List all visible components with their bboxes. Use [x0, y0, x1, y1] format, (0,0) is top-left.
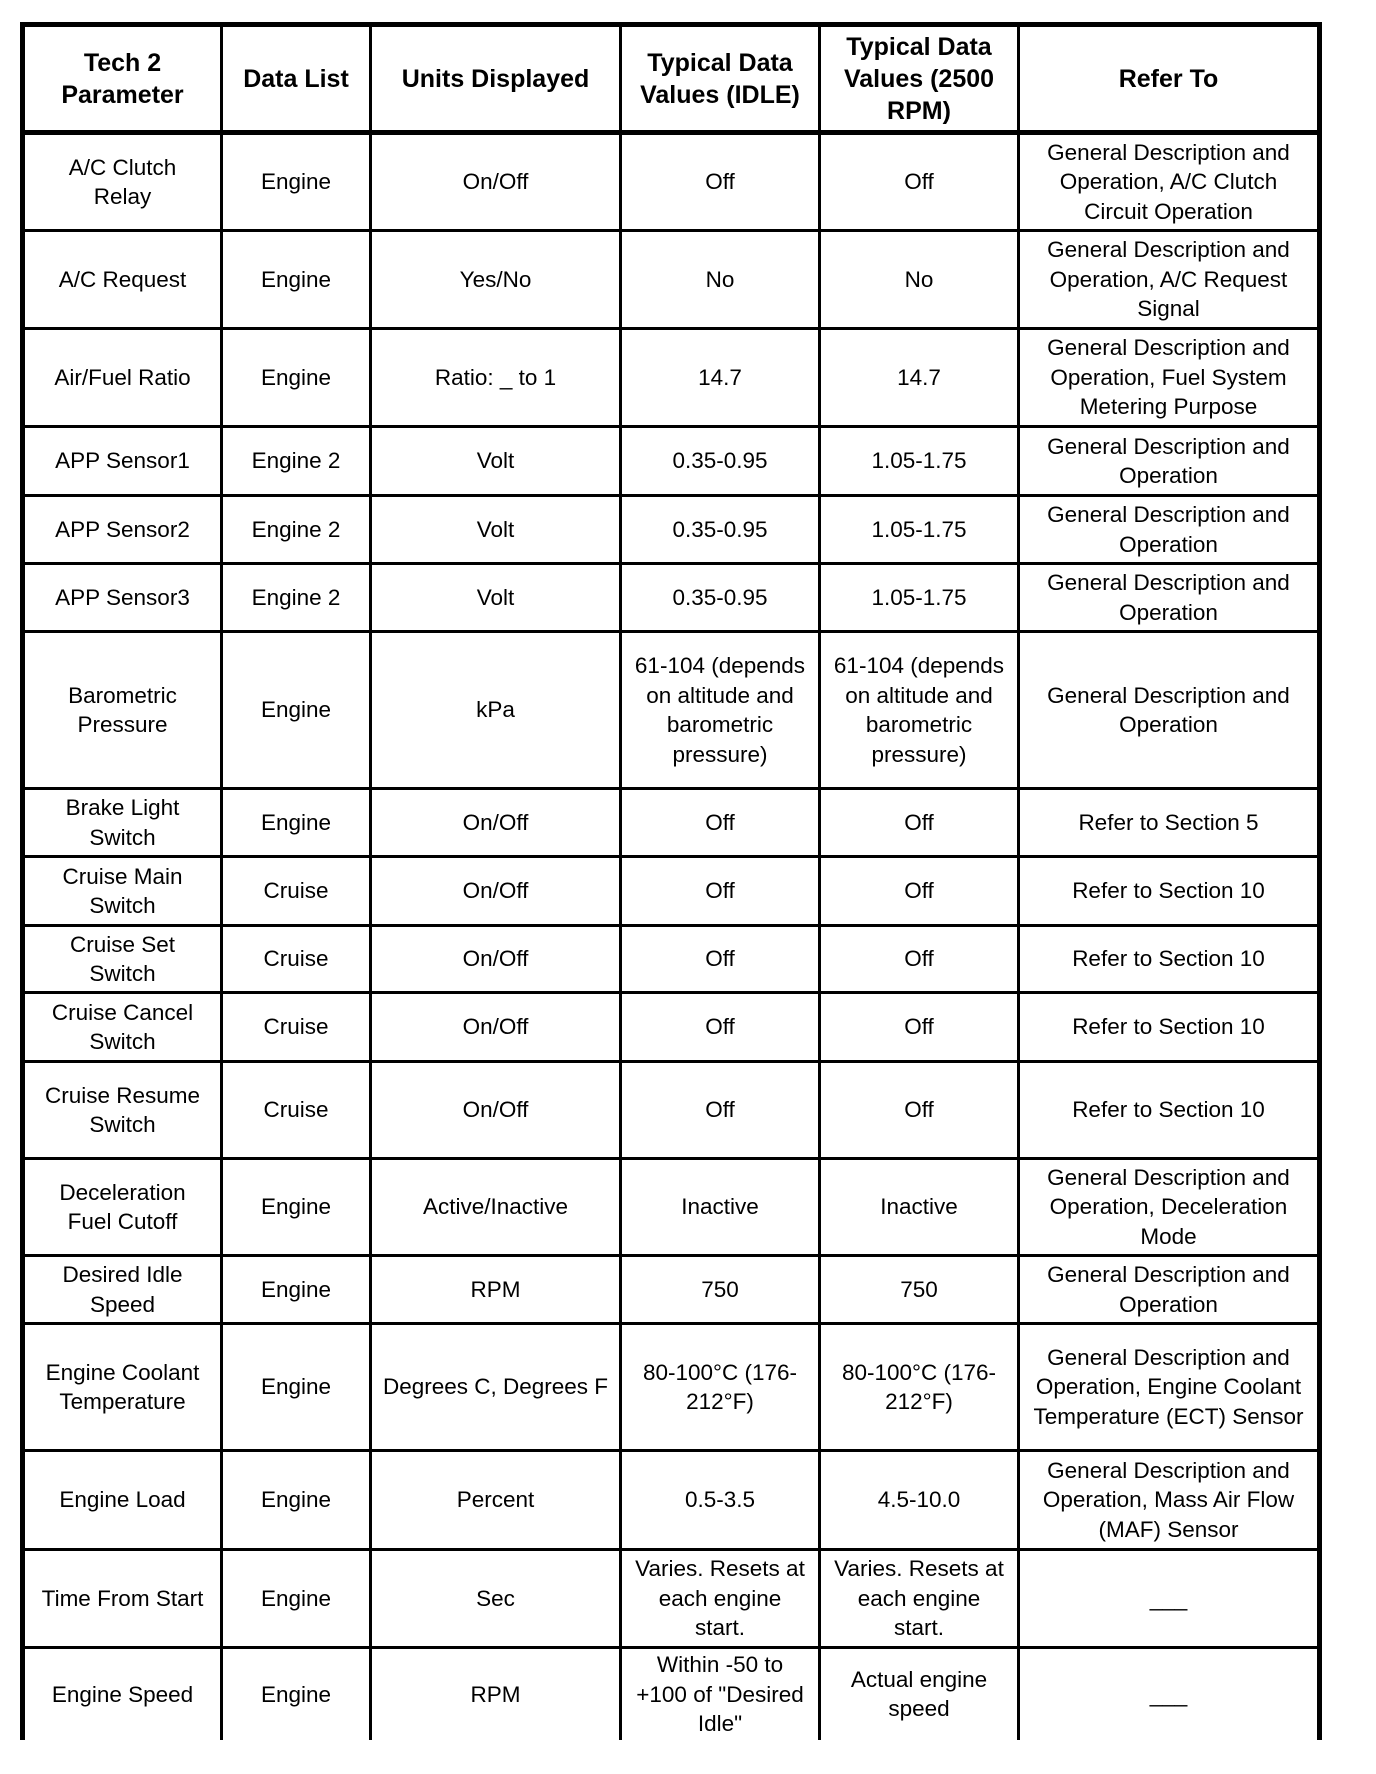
cell-typical-idle: Off — [621, 1062, 820, 1159]
cell-refer-to: General Description and Operation, Deceleration Mode — [1019, 1159, 1320, 1256]
cell-data-list: Engine — [222, 329, 371, 427]
cell-data-list: Engine — [222, 1648, 371, 1740]
cell-data-list: Engine — [222, 1256, 371, 1324]
cell-tech2-parameter: Cruise Set Switch — [23, 926, 222, 993]
cell-refer-to: Refer to Section 10 — [1019, 1062, 1320, 1159]
table-row — [23, 329, 1320, 427]
cell-data-list: Engine — [222, 133, 371, 231]
cell-typical-2500rpm: Off — [820, 993, 1019, 1062]
cell-tech2-parameter: Cruise Cancel Switch — [23, 993, 222, 1062]
cell-typical-idle: Varies. Resets at each engine start. — [621, 1550, 820, 1648]
cell-typical-2500rpm: Inactive — [820, 1159, 1019, 1256]
cell-refer-to: Refer to Section 5 — [1019, 789, 1320, 857]
table-row — [23, 496, 1320, 564]
cell-tech2-parameter: Cruise Main Switch — [23, 857, 222, 926]
cell-refer-to: General Description and Operation, A/C Clutch Circuit Operation — [1019, 133, 1320, 231]
cell-typical-idle: Off — [621, 993, 820, 1062]
cell-units-displayed: RPM — [371, 1648, 621, 1740]
cell-typical-2500rpm: 1.05-1.75 — [820, 496, 1019, 564]
cell-typical-2500rpm: No — [820, 231, 1019, 329]
cell-tech2-parameter: APP Sensor1 — [23, 427, 222, 496]
cell-units-displayed: On/Off — [371, 789, 621, 857]
cell-data-list: Engine 2 — [222, 427, 371, 496]
cell-units-displayed: On/Off — [371, 857, 621, 926]
table-row — [23, 1648, 1320, 1740]
cell-tech2-parameter: Air/Fuel Ratio — [23, 329, 222, 427]
cell-typical-idle: 0.35-0.95 — [621, 496, 820, 564]
cell-typical-idle: 61-104 (depends on altitude and barometric pressure) — [621, 632, 820, 789]
cell-data-list: Engine 2 — [222, 496, 371, 564]
cell-tech2-parameter: Engine Coolant Temperature — [23, 1324, 222, 1451]
cell-refer-to: General Description and Operation, A/C Request Signal — [1019, 231, 1320, 329]
cell-typical-idle: Off — [621, 926, 820, 993]
cell-units-displayed: RPM — [371, 1256, 621, 1324]
cell-units-displayed: Volt — [371, 427, 621, 496]
table-row — [23, 1324, 1320, 1451]
cell-typical-2500rpm: 61-104 (depends on altitude and barometric pressure) — [820, 632, 1019, 789]
table-row — [23, 133, 1320, 231]
cell-refer-to: General Description and Operation — [1019, 496, 1320, 564]
cell-typical-idle: 14.7 — [621, 329, 820, 427]
cell-units-displayed: Degrees C, Degrees F — [371, 1324, 621, 1451]
cell-tech2-parameter: Cruise Resume Switch — [23, 1062, 222, 1159]
cell-tech2-parameter: APP Sensor3 — [23, 564, 222, 632]
cell-tech2-parameter: Deceleration Fuel Cutoff — [23, 1159, 222, 1256]
header-units-displayed: Units Displayed — [371, 25, 621, 133]
cell-data-list: Engine — [222, 632, 371, 789]
header-tech2-parameter: Tech 2 Parameter — [23, 25, 222, 133]
table-row — [23, 1159, 1320, 1256]
cell-refer-to: General Description and Operation, Mass Air Flow (MAF) Sensor — [1019, 1451, 1320, 1550]
cell-data-list: Engine — [222, 231, 371, 329]
cell-typical-2500rpm: Varies. Resets at each engine start. — [820, 1550, 1019, 1648]
cell-typical-2500rpm: Actual engine speed — [820, 1648, 1019, 1740]
cell-data-list: Engine — [222, 1324, 371, 1451]
cell-units-displayed: On/Off — [371, 926, 621, 993]
cell-typical-2500rpm: Off — [820, 926, 1019, 993]
cell-tech2-parameter: A/C Request — [23, 231, 222, 329]
cell-units-displayed: kPa — [371, 632, 621, 789]
cell-tech2-parameter: A/C Clutch Relay — [23, 133, 222, 231]
cell-typical-idle: 80-100°C (176-212°F) — [621, 1324, 820, 1451]
cell-data-list: Cruise — [222, 926, 371, 993]
cell-typical-idle: Off — [621, 857, 820, 926]
cell-typical-2500rpm: 4.5-10.0 — [820, 1451, 1019, 1550]
cell-typical-2500rpm: 14.7 — [820, 329, 1019, 427]
cell-data-list: Cruise — [222, 1062, 371, 1159]
table-row — [23, 1550, 1320, 1648]
table-row — [23, 1062, 1320, 1159]
header-refer-to: Refer To — [1019, 25, 1320, 133]
cell-typical-idle: 750 — [621, 1256, 820, 1324]
cell-refer-to: General Description and Operation, Fuel System Metering Purpose — [1019, 329, 1320, 427]
cell-refer-to: General Description and Operation — [1019, 564, 1320, 632]
cell-units-displayed: Ratio: _ to 1 — [371, 329, 621, 427]
header-typical-idle: Typical Data Values (IDLE) — [621, 25, 820, 133]
table-row — [23, 789, 1320, 857]
header-row — [23, 25, 1320, 133]
cell-units-displayed: Volt — [371, 496, 621, 564]
cell-data-list: Cruise — [222, 857, 371, 926]
cell-tech2-parameter: APP Sensor2 — [23, 496, 222, 564]
cell-typical-idle: Off — [621, 133, 820, 231]
cell-data-list: Engine — [222, 1451, 371, 1550]
cell-tech2-parameter: Engine Load — [23, 1451, 222, 1550]
table-row — [23, 632, 1320, 789]
cell-typical-2500rpm: Off — [820, 1062, 1019, 1159]
cell-tech2-parameter: Barometric Pressure — [23, 632, 222, 789]
cell-units-displayed: On/Off — [371, 133, 621, 231]
cell-refer-to: ___ — [1019, 1648, 1320, 1740]
table-row — [23, 926, 1320, 993]
table-row — [23, 564, 1320, 632]
cell-data-list: Cruise — [222, 993, 371, 1062]
cell-typical-idle: 0.35-0.95 — [621, 427, 820, 496]
cell-refer-to: Refer to Section 10 — [1019, 926, 1320, 993]
table-row — [23, 993, 1320, 1062]
cell-typical-2500rpm: 80-100°C (176-212°F) — [820, 1324, 1019, 1451]
cell-refer-to: General Description and Operation — [1019, 1256, 1320, 1324]
cell-refer-to: General Description and Operation, Engine Coolant Temperature (ECT) Sensor — [1019, 1324, 1320, 1451]
table-row — [23, 1451, 1320, 1550]
cell-data-list: Engine 2 — [222, 564, 371, 632]
cell-units-displayed: Percent — [371, 1451, 621, 1550]
table-row — [23, 427, 1320, 496]
cell-units-displayed: Sec — [371, 1550, 621, 1648]
cell-typical-idle: Within -50 to +100 of "Desired Idle" — [621, 1648, 820, 1740]
cell-data-list: Engine — [222, 1159, 371, 1256]
cell-typical-idle: Off — [621, 789, 820, 857]
cell-typical-2500rpm: Off — [820, 857, 1019, 926]
cell-tech2-parameter: Engine Speed — [23, 1648, 222, 1740]
cell-refer-to: General Description and Operation — [1019, 632, 1320, 789]
tech2-parameter-table — [20, 22, 1322, 1740]
cell-tech2-parameter: Desired Idle Speed — [23, 1256, 222, 1324]
cell-refer-to: Refer to Section 10 — [1019, 857, 1320, 926]
cell-units-displayed: Yes/No — [371, 231, 621, 329]
cell-typical-2500rpm: 1.05-1.75 — [820, 564, 1019, 632]
cell-typical-2500rpm: 750 — [820, 1256, 1019, 1324]
cell-units-displayed: On/Off — [371, 1062, 621, 1159]
cell-units-displayed: On/Off — [371, 993, 621, 1062]
cell-typical-2500rpm: Off — [820, 789, 1019, 857]
cell-tech2-parameter: Time From Start — [23, 1550, 222, 1648]
cell-refer-to: Refer to Section 10 — [1019, 993, 1320, 1062]
cell-typical-idle: 0.35-0.95 — [621, 564, 820, 632]
table-row — [23, 1256, 1320, 1324]
cell-tech2-parameter: Brake Light Switch — [23, 789, 222, 857]
header-typical-2500rpm: Typical Data Values (2500 RPM) — [820, 25, 1019, 133]
cell-refer-to: General Description and Operation — [1019, 427, 1320, 496]
table-row — [23, 231, 1320, 329]
cell-data-list: Engine — [222, 1550, 371, 1648]
cell-typical-idle: Inactive — [621, 1159, 820, 1256]
cell-data-list: Engine — [222, 789, 371, 857]
cell-typical-2500rpm: Off — [820, 133, 1019, 231]
cell-refer-to: ___ — [1019, 1550, 1320, 1648]
cell-typical-2500rpm: 1.05-1.75 — [820, 427, 1019, 496]
table-row — [23, 857, 1320, 926]
header-data-list: Data List — [222, 25, 371, 133]
cell-typical-idle: 0.5-3.5 — [621, 1451, 820, 1550]
cell-units-displayed: Volt — [371, 564, 621, 632]
cell-typical-idle: No — [621, 231, 820, 329]
cell-units-displayed: Active/Inactive — [371, 1159, 621, 1256]
